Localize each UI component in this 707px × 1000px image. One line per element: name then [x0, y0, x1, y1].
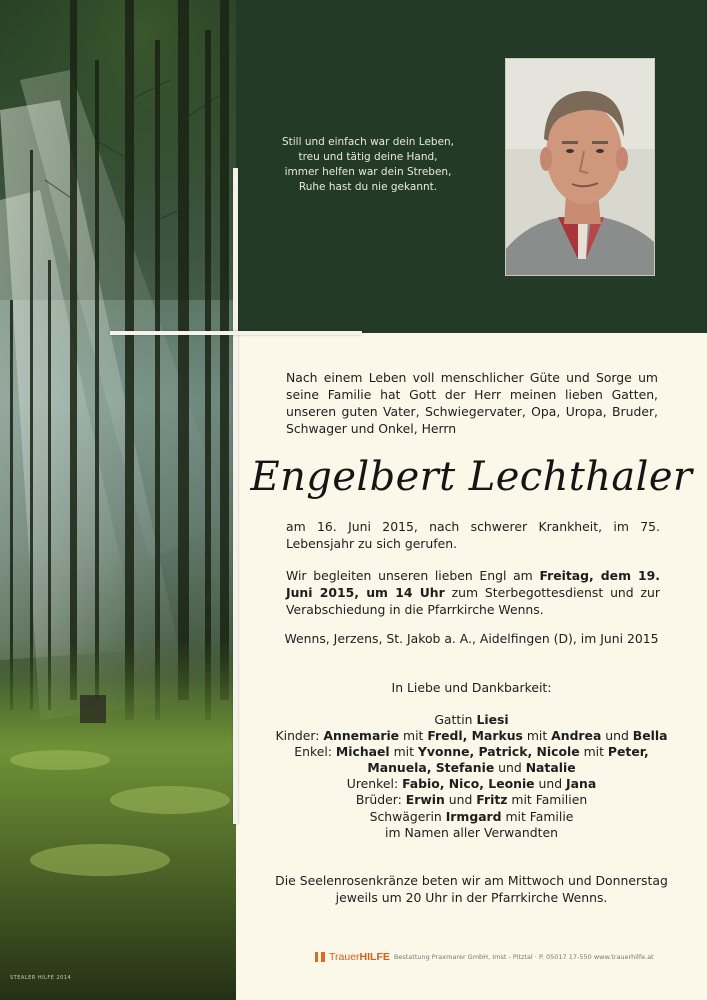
- name-bold: Manuela, Stefanie: [367, 760, 495, 776]
- funeral-date: Freitag, dem 19. Juni 2015, um 14 Uhr: [286, 568, 660, 600]
- funeral-paragraph: [286, 567, 660, 618]
- connector: und: [534, 776, 567, 792]
- brand-part: Trauer: [329, 951, 360, 963]
- poem-line: Still und einfach war dein Leben,: [281, 136, 455, 148]
- footer: [315, 950, 654, 964]
- name-bold: Peter,: [607, 744, 649, 760]
- label: Urenkel:: [346, 776, 403, 792]
- label: Schwägerin: [369, 808, 446, 824]
- family-line-brothers: [236, 792, 707, 808]
- name-bold: Fredl, Markus: [427, 728, 523, 744]
- label: Gattin: [434, 712, 477, 727]
- poem: [268, 135, 468, 195]
- portrait-photo: [505, 58, 655, 276]
- intro-paragraph: Nach einem Leben voll menschlicher Güte und Sorge um seine Familie hat Gott der Herr meinen lieben Gatten, unseren guten Vater, Schwiegervater, Opa, Uropa, Bruder, Schwager und Onkel, Herrn: [286, 370, 658, 436]
- funeral-text: Wir begleiten unseren lieben Engl am: [286, 568, 540, 583]
- connector: mit: [579, 744, 608, 760]
- connector: und: [601, 728, 633, 744]
- label: Kinder:: [275, 728, 324, 744]
- family-line-relatives: im Namen aller Verwandten: [385, 824, 558, 840]
- death-paragraph: am 16. Juni 2015, nach schwerer Krankheit, im 75. Lebensjahr zu sich gerufen.: [286, 519, 660, 551]
- name-bold: Fabio, Nico, Leonie: [402, 776, 535, 792]
- name-bold: Erwin: [405, 792, 445, 808]
- poem-line: immer helfen war dein Streben,: [284, 166, 452, 178]
- connector: mit: [399, 728, 428, 744]
- funeral-text: zum Sterbegottesdienst und zur Verabschiedung in die Pfarrkirche Wenns.: [286, 585, 660, 617]
- name-bold: Fritz: [476, 792, 508, 808]
- name-bold: Irmgard: [445, 808, 502, 824]
- family-line-grandchildren: [236, 744, 707, 760]
- family-list: [236, 712, 707, 841]
- label: Enkel:: [294, 744, 336, 760]
- family-line-grandchildren-2: [236, 760, 707, 776]
- brand-name: [329, 951, 390, 963]
- family-line-sister-in-law: [236, 809, 707, 825]
- family-line-wife: [236, 712, 707, 728]
- rosary-line: jeweils um 20 Uhr in der Pfarrkirche Wenns.: [335, 890, 608, 905]
- name-bold: Michael: [335, 744, 390, 760]
- connector: mit Familie: [501, 808, 574, 824]
- connector: mit: [389, 744, 418, 760]
- name-bold: Yvonne, Patrick, Nicole: [417, 744, 580, 760]
- forest-sunbeam-image: [0, 0, 236, 1000]
- closing-line: In Liebe und Dankbarkeit:: [391, 680, 552, 695]
- poem-line: treu und tätig deine Hand,: [298, 151, 438, 163]
- connector: und: [494, 760, 526, 776]
- name-bold: Annemarie: [323, 728, 400, 744]
- family-line-children: [236, 728, 707, 744]
- deceased-name: Engelbert Lechthaler: [250, 454, 693, 500]
- name-bold: Bella: [632, 728, 668, 744]
- name-bold: Jana: [566, 776, 597, 792]
- connector: und: [444, 792, 477, 808]
- name-bold: Natalie: [525, 760, 576, 776]
- label: Brüder:: [355, 792, 406, 808]
- name-bold: Liesi: [476, 712, 509, 727]
- brand-part: HILFE: [359, 951, 390, 963]
- place-date: Wenns, Jerzens, St. Jakob a. A., Aidelfingen (D), im Juni 2015: [284, 631, 659, 646]
- photo-credit: STEALER HILFE 2014: [10, 975, 72, 981]
- cross-horizontal-bar: [110, 331, 362, 335]
- name-bold: Andrea: [551, 728, 602, 744]
- family-line-great-grandchildren: [236, 776, 707, 792]
- connector: mit Familien: [507, 792, 588, 808]
- footer-contact: Bestattung Praxmarer GmbH, Imst - Pitztal · P. 05017 17-550 www.trauerhilfe.at: [393, 953, 654, 961]
- poem-line: Ruhe hast du nie gekannt.: [298, 181, 438, 193]
- connector: mit: [522, 728, 552, 744]
- trauerhilfe-logo-icon: [315, 952, 325, 962]
- rosary-line: Die Seelenrosenkränze beten wir am Mittwoch und Donnerstag: [275, 873, 668, 888]
- rosary-paragraph: [236, 872, 707, 906]
